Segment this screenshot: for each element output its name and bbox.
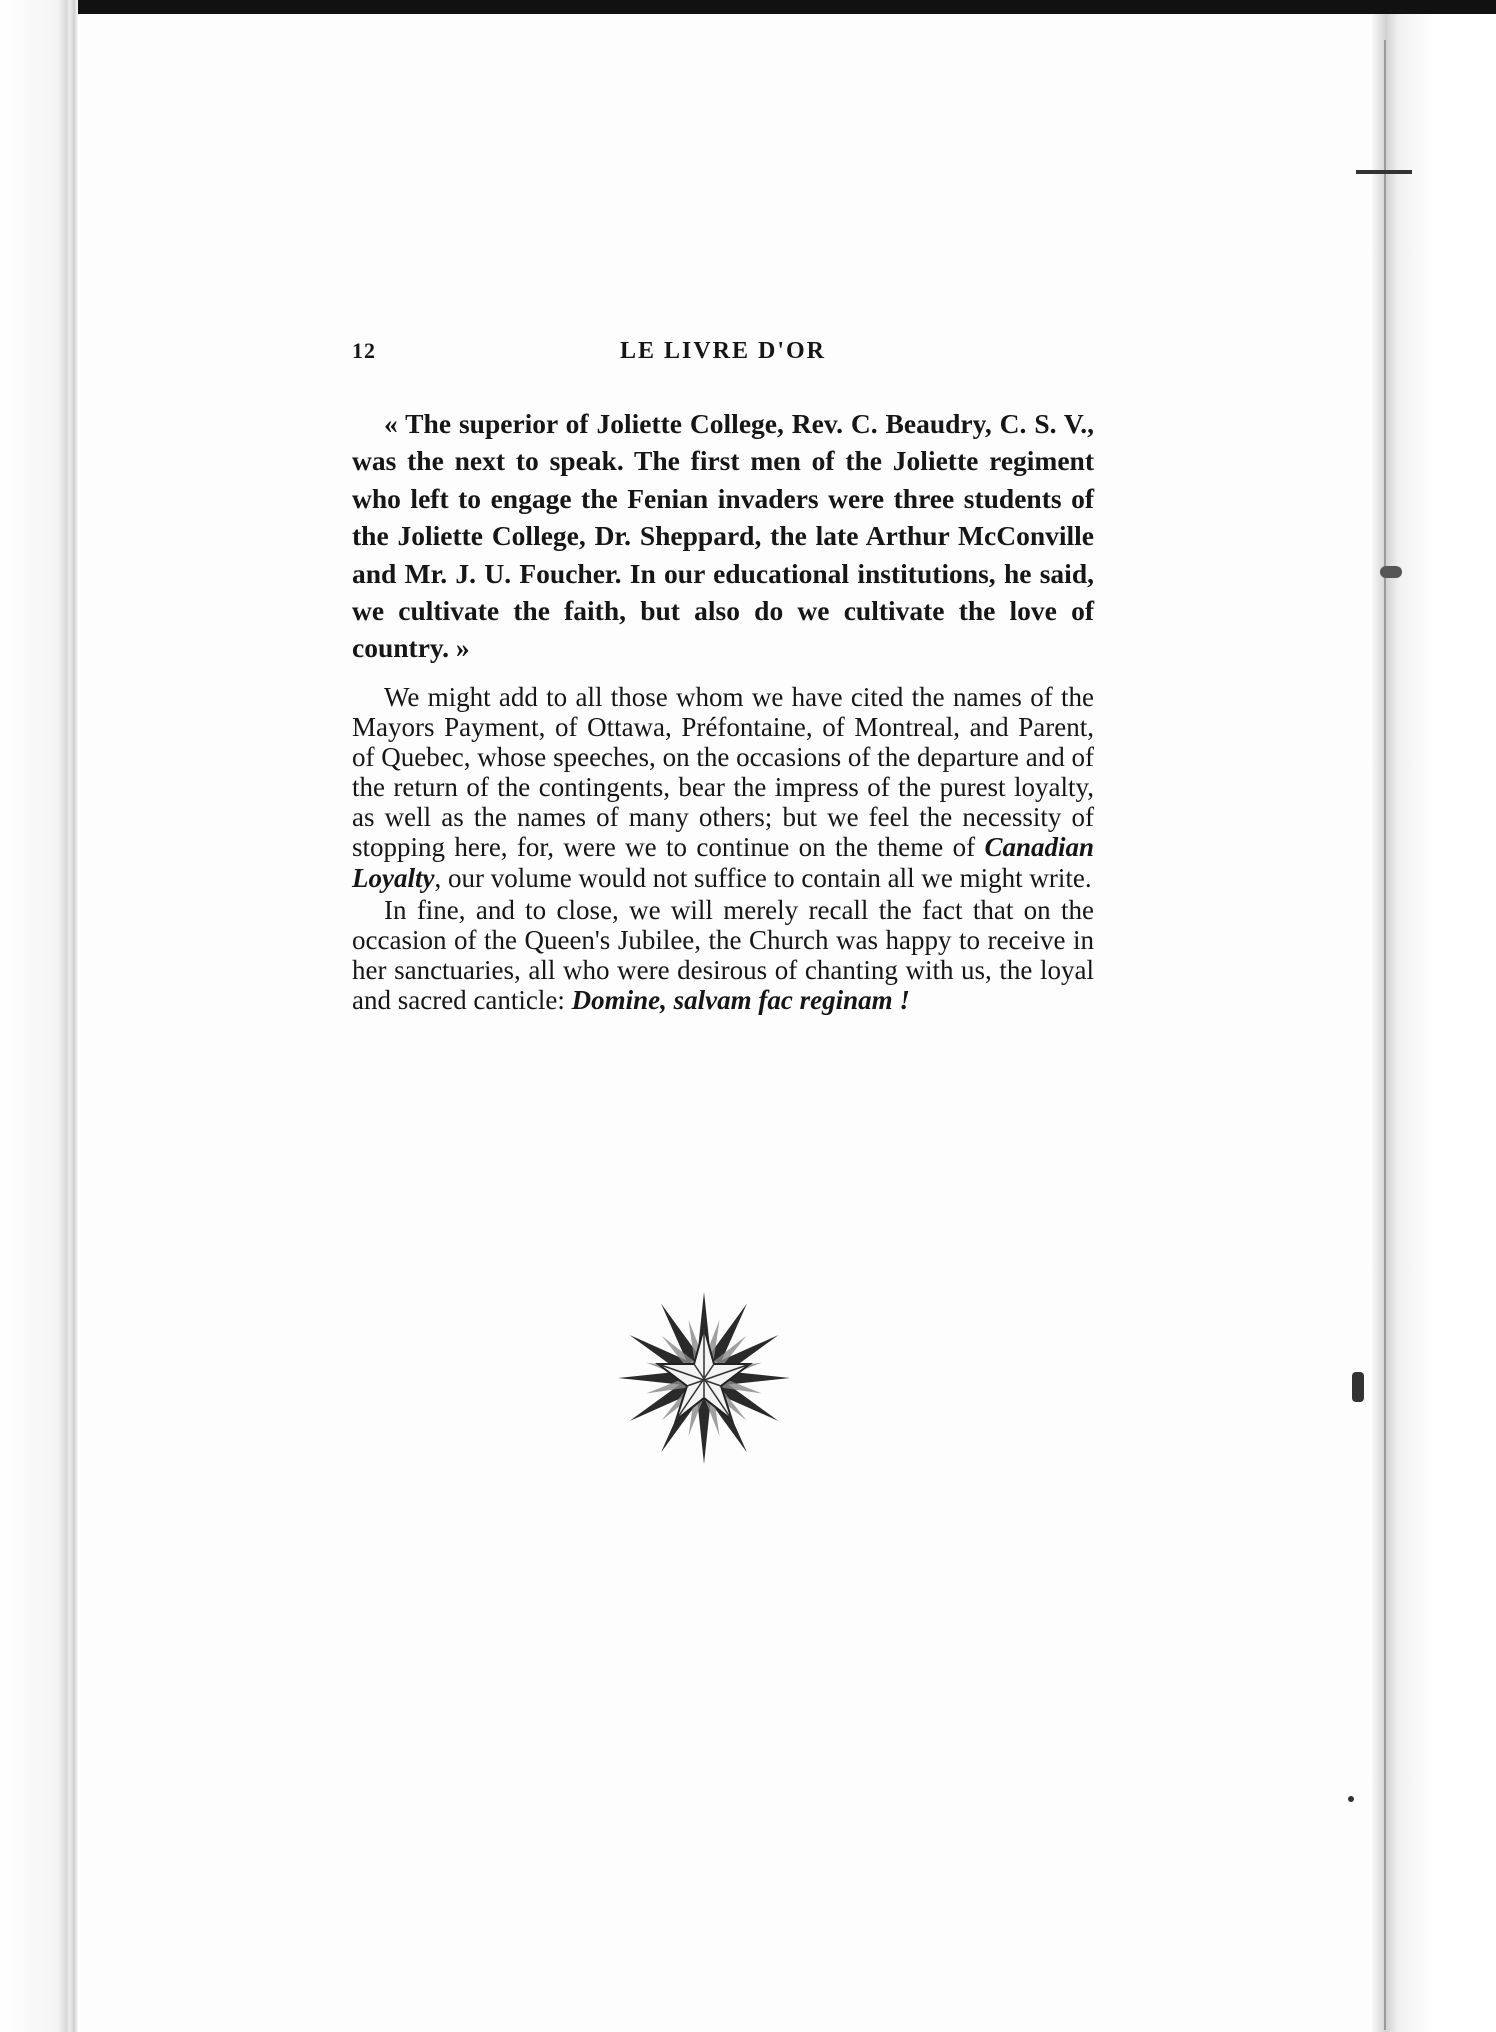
scan-mark (1348, 1796, 1354, 1802)
quote-text: « The superior of Joliette College, Rev. C. Beaudry, C. S. V., was the next to speak. The first men of the Joliette regiment who left to engage the Fenian invaders were three students of the Joliette College, Dr. Sheppard, the late Arthur McConville and Mr. J. U. Foucher. In our educational institutions, he said, we cultivate the faith, but also do we cultivate the love of country. » (352, 408, 1094, 664)
quoted-passage (352, 405, 1094, 667)
paragraph-1-part-1: We might add to all those whom we have cited the names of the Mayors Payment, of Ottawa, Préfontaine, of Montreal, and Parent, of Quebec, whose speeches, on the occasions of the departure and of the return of the contingents, bear the impress of the purest loyalty, as well as the names of many others; but we feel the necessity of stopping here, for, were we to continue on the theme of (352, 682, 1094, 863)
running-head (352, 338, 1094, 378)
paragraph-2-italic: Domine, salvam fac reginam ! (571, 984, 910, 1015)
body-text (352, 682, 1094, 1015)
paragraph-2 (352, 895, 1094, 1015)
paragraph-2-part-1: In fine, and to close, we will merely recall the fact that on the occasion of the Queen's Jubilee, the Church was happy to receive in her sanctuaries, all who were desirous of chanting with us, the loyal and sacred canticle: (352, 894, 1094, 1015)
scan-mark (1352, 1372, 1364, 1402)
star-ornament-icon (618, 1290, 790, 1470)
paragraph-1-italic: Canadian Loyalty (352, 832, 1094, 893)
paragraph-1 (352, 682, 1094, 893)
page-number: 12 (352, 338, 376, 363)
scan-left-edge (0, 0, 78, 2032)
scan-right-edge (1372, 14, 1496, 2032)
paragraph-1-part-2: , our volume would not suffice to contain all we might write. (434, 862, 1092, 893)
running-title: LE LIVRE D'OR (619, 338, 827, 364)
book-page (80, 14, 1380, 2032)
scan-mark (1380, 566, 1402, 578)
scan-top-border (0, 0, 1496, 14)
scan-right-line (1384, 40, 1386, 2030)
scan-mark (1356, 170, 1412, 174)
